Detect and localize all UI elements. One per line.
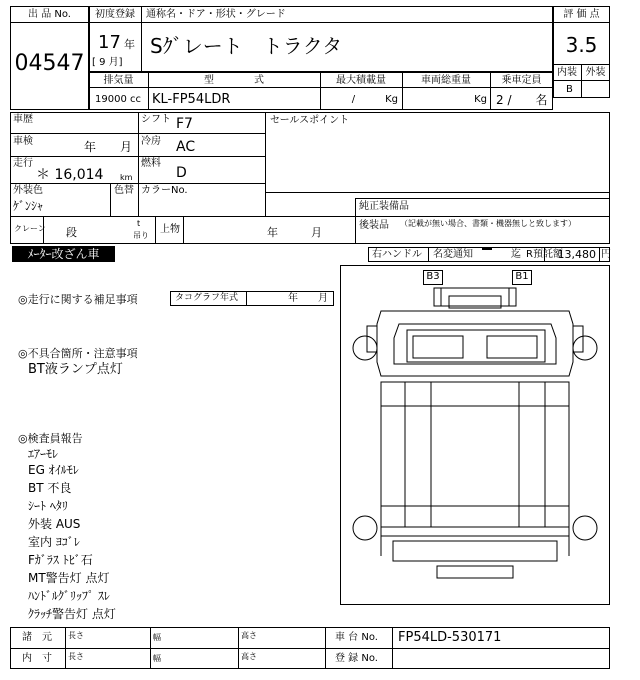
truck-outline [341, 266, 609, 604]
interior-label: 内装 [557, 67, 577, 78]
inspection-value: 年 月 [84, 140, 133, 154]
inspector-note: ﾊﾝﾄﾞﾙｸﾞﾘｯﾌﾟ ｽﾚ [28, 589, 110, 603]
tachograph-value: 年 月 [288, 293, 328, 304]
r-deposit-amount: 13,480 [557, 248, 596, 261]
registration-label: 登 録 No. [335, 653, 378, 664]
color-code-label: 色替 [114, 185, 134, 196]
model: KL-FP54LDR [152, 92, 231, 107]
score: 3.5 [565, 33, 598, 57]
length-label: 長さ [68, 631, 84, 640]
vehicle-diagram [340, 265, 610, 605]
width-label: 幅 [153, 633, 161, 642]
history-label: 車歴 [13, 114, 33, 125]
gross-weight: Kg [474, 94, 487, 105]
width-label: 幅 [153, 654, 161, 663]
deadline: 迄 [511, 249, 521, 260]
year-unit: 年 [124, 38, 135, 51]
vehicle-name-label: 通称名・ドア・形状・グレード [146, 9, 286, 20]
rigging-date: 年 月 [267, 226, 322, 239]
inspector-note: EG ｵｲﾙﾓﾚ [28, 463, 79, 477]
driving-notes-title: ◎走行に関する補足事項 [18, 293, 138, 306]
lot-number-label: 出 品 No. [28, 9, 71, 20]
color-label: 外装色 [13, 185, 43, 196]
marker-b3: B3 [423, 270, 443, 285]
chassis-no: FP54LD-530171 [398, 630, 502, 645]
first-reg-year: 17 [98, 32, 121, 53]
mileage: ＊ 16,014 [36, 167, 104, 183]
inspector-note: ｼｰﾄ ﾍﾀﾘ [28, 499, 68, 513]
exterior-label: 外装 [585, 67, 606, 78]
crane-ton: t [137, 219, 141, 228]
handle: 右ハンドル [372, 249, 422, 260]
max-load-label: 最大積載量 [336, 75, 386, 86]
inspector-notes-list [28, 447, 116, 625]
first-reg-label: 初度登録 [95, 9, 135, 20]
aftermarket-label: 後装品 [359, 220, 389, 231]
name-change-label: 名変通知 [433, 249, 473, 260]
tampered-badge [12, 246, 115, 262]
ac-label: 冷房 [141, 136, 161, 147]
lot-number: 04547 [14, 51, 85, 76]
sales-point-label: セールスポイント [270, 115, 350, 126]
gross-weight-label: 車両総重量 [421, 75, 471, 86]
defects-title: ◎不具合箇所・注意事項 [18, 347, 138, 360]
inspector-note: MT警告灯 点灯 [28, 571, 110, 585]
tachograph-label: タコグラフ年式 [175, 293, 239, 303]
spec-footer-label: 諸 元 [22, 632, 52, 643]
height-label: 高さ [241, 652, 257, 661]
color: ｹﾞﾝｼｬ [13, 199, 44, 213]
defect-item: BT液ランプ点灯 [28, 362, 123, 377]
r-deposit-unit: 円 [601, 249, 611, 260]
max-load: / Kg [351, 94, 398, 105]
displacement-label: 排気量 [103, 75, 134, 86]
crane-label: クレーン [14, 224, 46, 233]
shift-label: シフト [141, 114, 171, 125]
rigging-label: 上物 [160, 224, 180, 235]
score-label: 評 価 点 [563, 9, 600, 20]
r-deposit-label: R預託額 [526, 249, 563, 260]
inspector-note: ｴｱｰﾓﾚ [28, 447, 59, 461]
fuel: D [176, 165, 187, 181]
fuel-label: 燃料 [141, 158, 161, 169]
height-label: 高さ [241, 631, 257, 640]
inspector-note: 外装 AUS [28, 517, 81, 531]
aftermarket-note: （記載が無い場合、書類・機器無しと致します） [400, 219, 576, 228]
tampered-text: ﾒｰﾀｰ改ざん車 [27, 247, 100, 261]
interior-grade: B [566, 84, 573, 95]
crane-hang: 吊り [133, 231, 149, 240]
first-reg-month: [ 9 月] [92, 57, 123, 68]
genuine-equipment-label: 純正装備品 [359, 201, 409, 212]
inspector-note: BT 不良 [28, 481, 72, 495]
mileage-unit: km [120, 173, 133, 182]
color-no-label: カラーNo. [141, 185, 188, 196]
capacity-label: 乗車定員 [501, 75, 542, 86]
inspector-note: ｸﾗｯﾁ警告灯 点灯 [28, 607, 116, 621]
ac: AC [176, 139, 196, 155]
inspector-title: ◎検査員報告 [18, 432, 83, 445]
chassis-label: 車 台 No. [335, 632, 378, 643]
capacity: 2 / 名 [496, 93, 548, 107]
dims-footer-label: 内 寸 [22, 653, 52, 664]
inspector-note: Fｶﾞﾗｽ ﾄﾋﾞ石 [28, 553, 93, 567]
shift: F7 [176, 116, 193, 132]
mileage-label: 走行 [13, 158, 33, 169]
displacement: 19000 cc [95, 94, 141, 105]
crane-stage: 段 [66, 226, 77, 239]
inspector-note: 室内 ﾖｺﾞﾚ [28, 535, 80, 549]
vehicle-name: Sｸﾞレート トラクタ [150, 34, 343, 58]
length-label: 長さ [68, 652, 84, 661]
marker-b1: B1 [512, 270, 532, 285]
model-label: 型 式 [204, 75, 264, 86]
inspection-label: 車検 [13, 136, 33, 147]
